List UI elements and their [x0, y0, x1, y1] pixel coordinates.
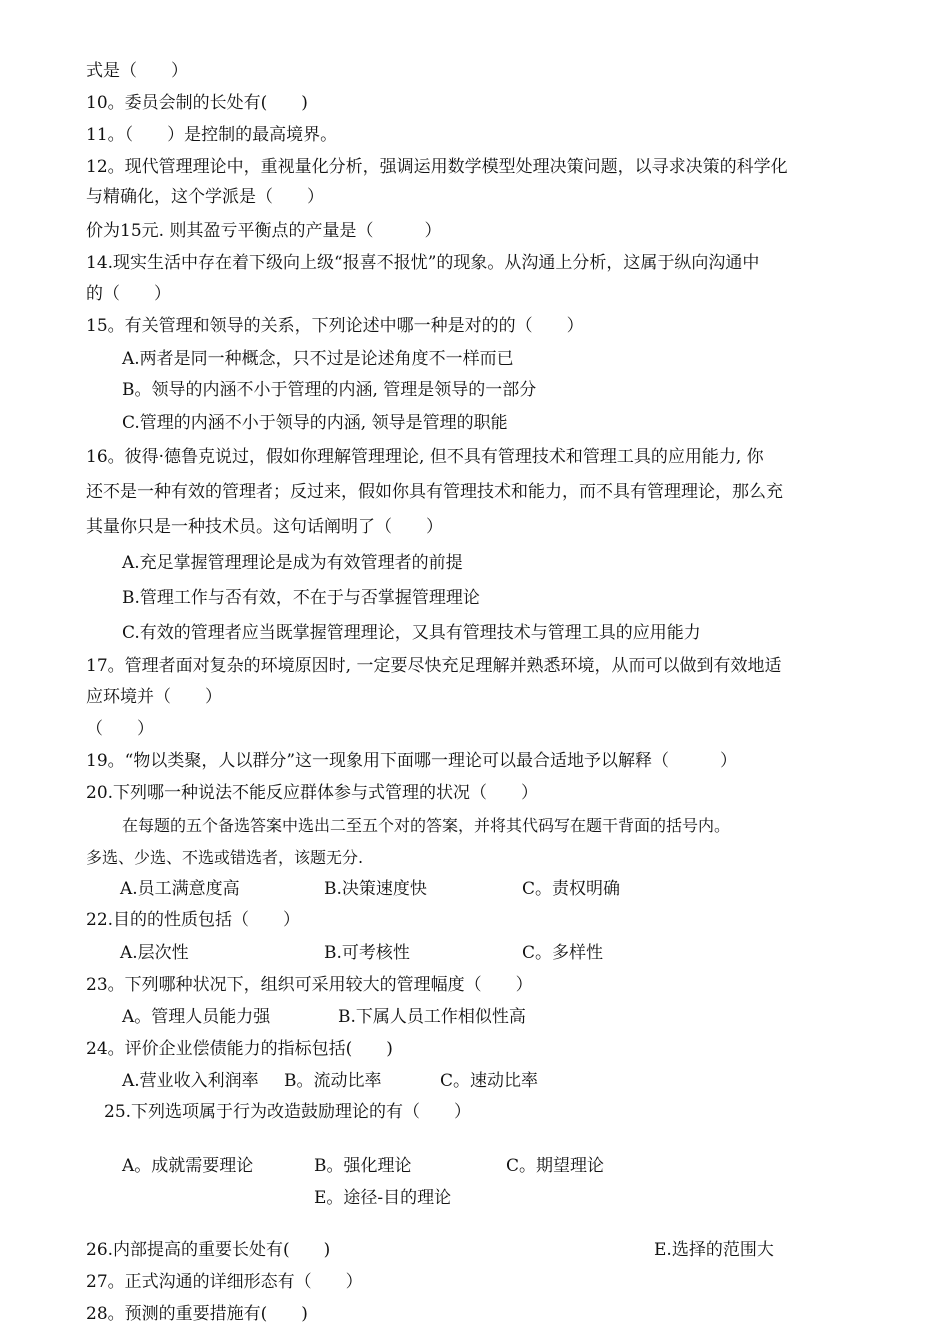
- question-22: 22.目的的性质包括（ ）: [86, 910, 301, 930]
- question-24-option-a: A.营业收入利润率: [122, 1071, 259, 1091]
- question-22-option-b: B.可考核性: [324, 943, 410, 963]
- question-17-line2: 应环境并（ ）: [86, 687, 222, 707]
- question-25-option-c: C。期望理论: [506, 1156, 605, 1176]
- question-17-line1: 17。管理者面对复杂的环境原因时, 一定要尽快充足理解并熟悉环境，从而可以做到有效地适: [86, 656, 782, 676]
- question-21-option-a: A.员工满意度高: [120, 879, 240, 899]
- question-15: 15。有关管理和领导的关系，下列论述中哪一种是对的的（ ）: [86, 316, 584, 336]
- question-13-fragment: 价为15元. 则其盈亏平衡点的产量是（ ）: [86, 221, 442, 241]
- question-22-option-a: A.层次性: [120, 943, 189, 963]
- question-12-line2: 与精确化，这个学派是（ ）: [86, 187, 324, 207]
- question-18-fragment: （ ）: [86, 719, 154, 739]
- question-19: 19。“物以类聚，人以群分”这一现象用下面哪一理论可以最合适地予以解释（ ）: [86, 751, 738, 771]
- question-26: 26.内部提高的重要长处有( ): [86, 1240, 331, 1260]
- question-15-option-a: A.两者是同一种概念，只不过是论述角度不一样而已: [122, 349, 514, 369]
- question-24-option-c: C。速动比率: [440, 1071, 539, 1091]
- question-27: 27。正式沟通的详细形态有（ ）: [86, 1272, 363, 1292]
- question-24: 24。评价企业偿债能力的指标包括( ): [86, 1039, 393, 1059]
- question-15-option-c: C.管理的内涵不小于领导的内涵, 领导是管理的职能: [122, 413, 508, 433]
- question-10: 10。委员会制的长处有( ): [86, 93, 308, 113]
- question-11: 11。（ ）是控制的最高境界。: [86, 125, 338, 145]
- question-28: 28。预测的重要措施有( ): [86, 1304, 308, 1324]
- question-25-option-e: E。途径-目的理论: [314, 1188, 452, 1208]
- question-23: 23。下列哪种状况下，组织可采用较大的管理幅度（ ）: [86, 975, 533, 995]
- question-16-line2: 还不是一种有效的管理者；反过来，假如你具有管理技术和能力，而不具有管理理论，那么充: [86, 482, 783, 502]
- question-14-line1: 14.现实生活中存在着下级向上级“报喜不报忧”的现象。从沟通上分析，这属于纵向沟通中: [86, 253, 760, 273]
- question-23-option-a: A。管理人员能力强: [122, 1007, 271, 1027]
- question-25: 25.下列选项属于行为改造鼓励理论的有（ ）: [104, 1102, 472, 1122]
- question-26-option-e: E.选择的范围大: [654, 1240, 774, 1260]
- question-16-option-c: C.有效的管理者应当既掌握管理理论，又具有管理技术与管理工具的应用能力: [122, 623, 701, 643]
- question-12-line1: 12。现代管理理论中，重视量化分析，强调运用数学模型处理决策问题，以寻求决策的科学化: [86, 157, 788, 177]
- question-22-option-c: C。多样性: [522, 943, 604, 963]
- section-instructions-line1: 在每题的五个备选答案中选出二至五个对的答案，并将其代码写在题干背面的括号内。: [122, 816, 731, 835]
- question-21-option-b: B.决策速度快: [324, 879, 427, 899]
- question-14-line2: 的（ ）: [86, 284, 171, 304]
- question-21-option-c: C。责权明确: [522, 879, 621, 899]
- question-24-option-b: B。流动比率: [284, 1071, 382, 1091]
- question-20: 20.下列哪一种说法不能反应群体参与式管理的状况（ ）: [86, 783, 539, 803]
- question-fragment: 式是（ ）: [86, 61, 188, 81]
- question-16-option-a: A.充足掌握管理理论是成为有效管理者的前提: [122, 553, 463, 573]
- section-instructions-line2: 多选、少选、不选或错选者，该题无分.: [86, 848, 364, 867]
- question-16-line3: 其量你只是一种技术员。这句话阐明了（ ）: [86, 517, 443, 537]
- question-25-option-b: B。强化理论: [314, 1156, 412, 1176]
- question-15-option-b: B。领导的内涵不小于管理的内涵, 管理是领导的一部分: [122, 380, 537, 400]
- question-25-option-a: A。成就需要理论: [122, 1156, 254, 1176]
- question-23-option-b: B.下属人员工作相似性高: [338, 1007, 526, 1027]
- question-16-line1: 16。彼得·德鲁克说过，假如你理解管理理论, 但不具有管理技术和管理工具的应用能力, 你: [86, 447, 764, 467]
- question-16-option-b: B.管理工作与否有效，不在于与否掌握管理理论: [122, 588, 480, 608]
